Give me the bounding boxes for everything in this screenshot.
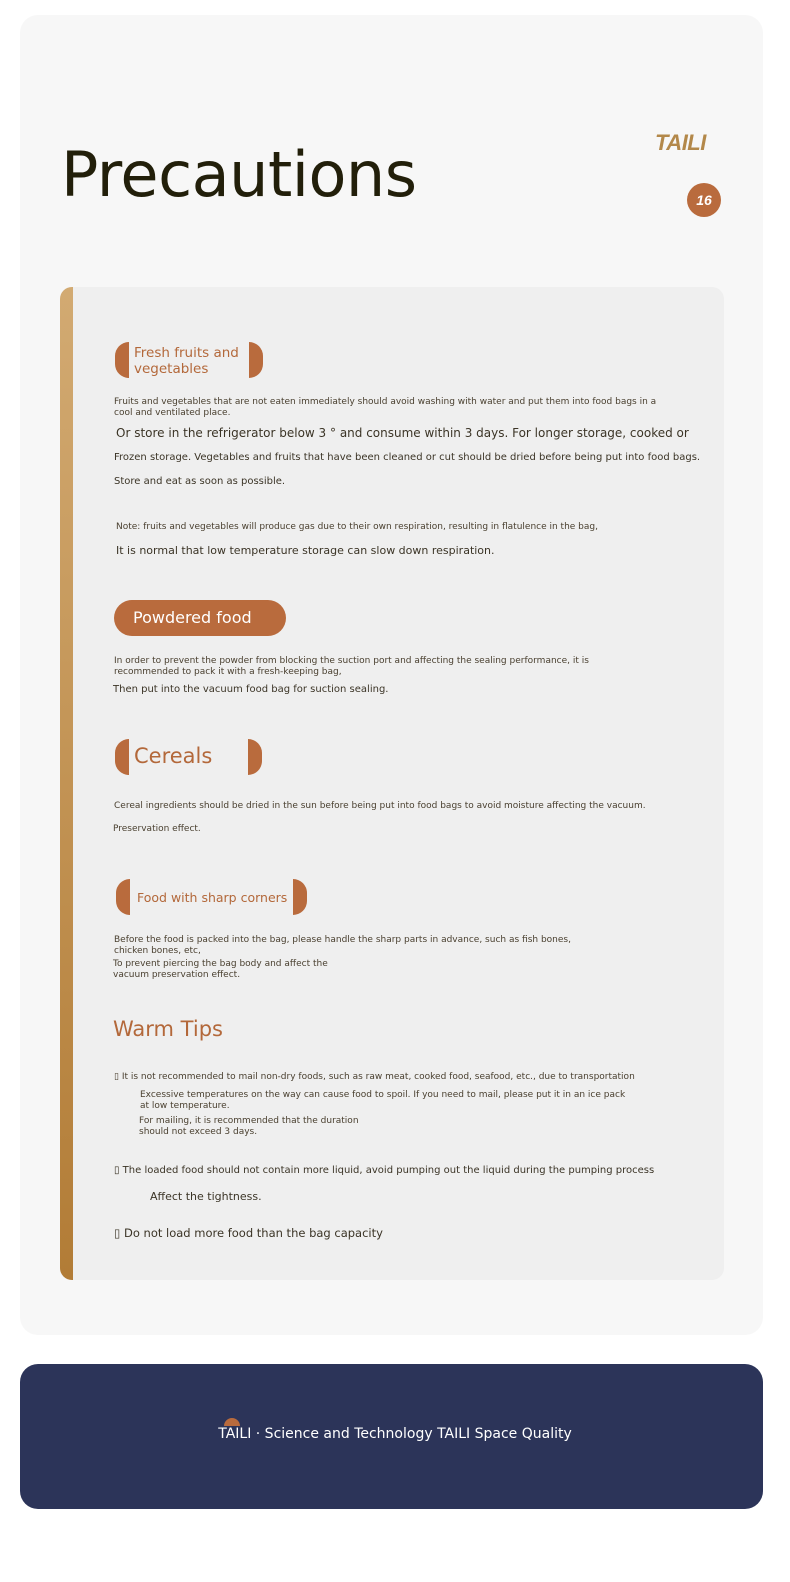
tip-2-line-1: ▯ The loaded food should not contain more liquid, avoid pumping out the liquid during the pumping process <box>114 1165 655 1176</box>
tip-1-line-1: ▯ It is not recommended to mail non-dry foods, such as raw meat, cooked food, seafood, etc., due to transportation <box>114 1072 635 1082</box>
page-number-badge: 16 <box>687 183 721 217</box>
section-heading-cereals: Cereals <box>134 744 213 768</box>
powder-text-2: Then put into the vacuum food bag for suction sealing. <box>113 684 389 695</box>
section-heading-fruits: Fresh fruits and vegetables <box>134 345 239 378</box>
tip-3: ▯ Do not load more food than the bag capacity <box>114 1226 383 1240</box>
sharp-text-2: To prevent piercing the bag body and affect the vacuum preservation effect. <box>113 959 328 981</box>
cereals-text-2: Preservation effect. <box>113 824 201 834</box>
fruits-text-1: Fruits and vegetables that are not eaten immediately should avoid washing with water and put them into food bags in a cool and ventilated place. <box>114 397 657 419</box>
footer-slogan: TAILI · Science and Technology TAILI Space Quality <box>218 1426 572 1442</box>
fruits-text-2: Or store in the refrigerator below 3 ° and consume within 3 days. For longer storage, cooked or <box>116 426 689 440</box>
panel-accent-bar <box>60 287 73 1280</box>
fruits-text-3: Frozen storage. Vegetables and fruits that have been cleaned or cut should be dried before being put into food bags. <box>114 452 701 463</box>
heading-left-cap <box>116 879 130 915</box>
tip-2-line-2: Affect the tightness. <box>150 1190 262 1203</box>
sharp-text-1: Before the food is packed into the bag, please handle the sharp parts in advance, such as fish bones, chicken bones, etc, <box>114 935 571 957</box>
fruits-note-2: It is normal that low temperature storage can slow down respiration. <box>116 544 495 557</box>
heading-left-cap <box>115 342 129 378</box>
fruits-text-4: Store and eat as soon as possible. <box>114 476 286 487</box>
page-title: Precautions <box>61 138 417 211</box>
tip-1-line-3: For mailing, it is recommended that the duration should not exceed 3 days. <box>139 1116 359 1138</box>
warm-tips-heading: Warm Tips <box>113 1017 223 1041</box>
fruits-note-1: Note: fruits and vegetables will produce gas due to their own respiration, resulting in flatulence in the bag, <box>116 522 598 532</box>
section-heading-sharp: Food with sharp corners <box>137 890 288 905</box>
brand-logo: TAILI <box>655 130 706 155</box>
cereals-text-1: Cereal ingredients should be dried in the sun before being put into food bags to avoid moisture affecting the vacuum. <box>114 801 646 811</box>
heading-left-cap <box>115 739 129 775</box>
powder-text-1: In order to prevent the powder from blocking the suction port and affecting the sealing performance, it is recommended to pack it with a fresh-keeping bag, <box>114 656 589 678</box>
section-heading-powder: Powdered food <box>114 600 286 636</box>
tip-1-line-2: Excessive temperatures on the way can cause food to spoil. If you need to mail, please put it in an ice pack at low temperature. <box>140 1090 626 1112</box>
